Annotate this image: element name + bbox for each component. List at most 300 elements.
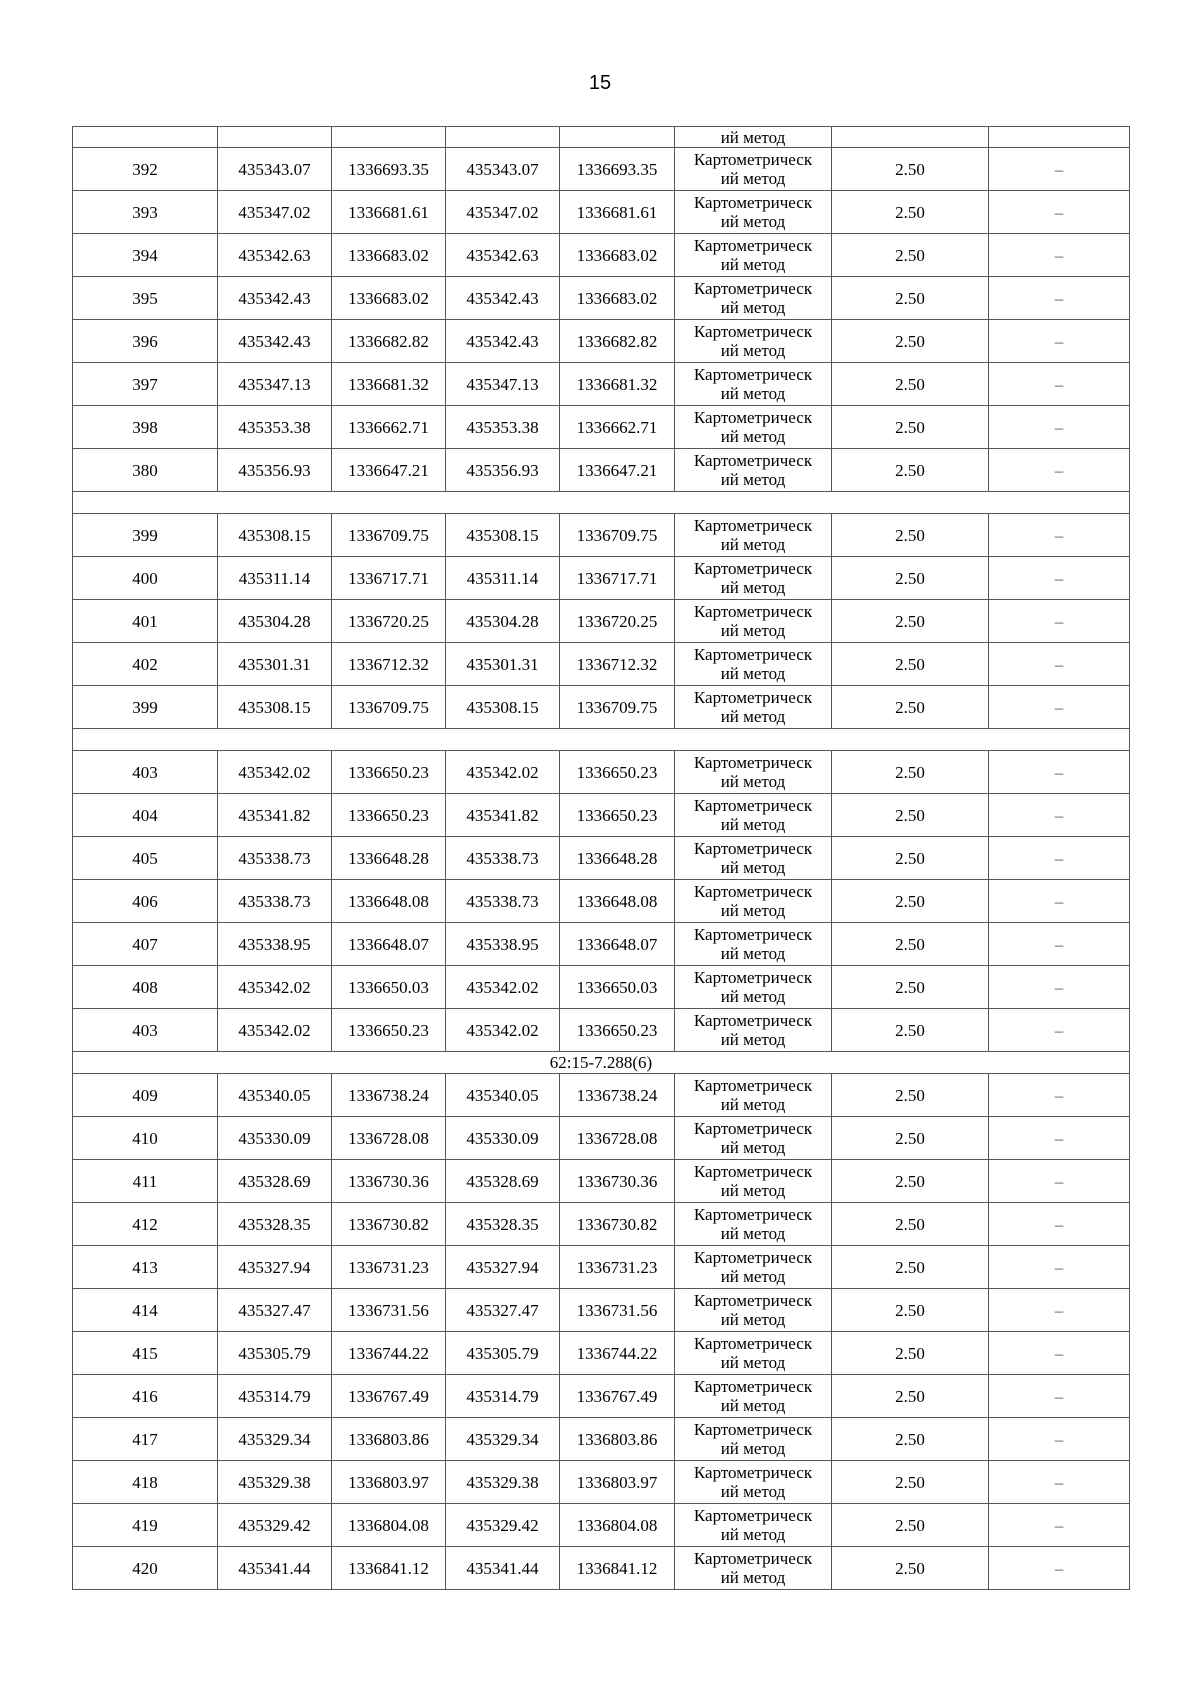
point-number-cell: 406 [73, 880, 218, 923]
method-line-1: Картометрическ [693, 408, 813, 427]
accuracy-cell: 2.50 [832, 1461, 989, 1504]
description-cell: – [989, 234, 1130, 277]
x-coordinate-2-cell: 435347.02 [446, 191, 560, 234]
table-row [73, 277, 1130, 320]
method-line-2: ий метод [720, 944, 786, 963]
method-cell [675, 406, 832, 449]
x-coordinate-cell: 435341.44 [218, 1547, 332, 1590]
point-number-cell: 417 [73, 1418, 218, 1461]
method-line-1: Картометрическ [693, 1377, 813, 1396]
point-number-cell: 403 [73, 1009, 218, 1052]
y-coordinate-2-cell: 1336709.75 [560, 686, 675, 729]
y-coordinate-cell: 1336712.32 [332, 643, 446, 686]
y-coordinate-cell: 1336650.03 [332, 966, 446, 1009]
y-coordinate-2-cell: 1336730.82 [560, 1203, 675, 1246]
description-cell: – [989, 1418, 1130, 1461]
method-line-1: Картометрическ [693, 968, 813, 987]
method-line-1: Картометрическ [693, 236, 813, 255]
x-coordinate-cell: 435338.73 [218, 837, 332, 880]
method-line-1: Картометрическ [693, 1291, 813, 1310]
point-number-cell: 411 [73, 1160, 218, 1203]
description-cell: – [989, 1009, 1130, 1052]
accuracy-cell: 2.50 [832, 449, 989, 492]
x-coordinate-2-cell: 435308.15 [446, 686, 560, 729]
y-coordinate-2-cell: 1336731.23 [560, 1246, 675, 1289]
description-cell: – [989, 643, 1130, 686]
separator-cell [73, 729, 1130, 751]
description-cell: – [989, 514, 1130, 557]
table-row [73, 1117, 1130, 1160]
description-cell: – [989, 794, 1130, 837]
method-cell [675, 1074, 832, 1117]
x-coordinate-2-cell: 435304.28 [446, 600, 560, 643]
description-cell: – [989, 600, 1130, 643]
y-coordinate-2-cell: 1336720.25 [560, 600, 675, 643]
x-coordinate-2-cell: 435311.14 [446, 557, 560, 600]
method-line-2: ий метод [720, 1310, 786, 1329]
x-coordinate-2-cell: 435338.73 [446, 880, 560, 923]
accuracy-cell: 2.50 [832, 966, 989, 1009]
method-line-1: Картометрическ [693, 882, 813, 901]
table-body [73, 127, 1130, 1590]
accuracy-cell: 2.50 [832, 643, 989, 686]
accuracy-cell: 2.50 [832, 794, 989, 837]
continued-row [73, 127, 1130, 148]
method-cell [675, 320, 832, 363]
table-row [73, 686, 1130, 729]
x-coordinate-cell: 435301.31 [218, 643, 332, 686]
x-coordinate-2-cell: 435343.07 [446, 148, 560, 191]
x-coordinate-cell: 435314.79 [218, 1375, 332, 1418]
method-cell [675, 557, 832, 600]
description-cell: – [989, 557, 1130, 600]
method-line-2: ий метод [720, 621, 786, 640]
table-row [73, 1547, 1130, 1590]
method-cell [675, 363, 832, 406]
y-coordinate-cell: 1336650.23 [332, 794, 446, 837]
x-coordinate-cell: 435308.15 [218, 686, 332, 729]
y-coordinate-2-cell: 1336683.02 [560, 234, 675, 277]
method-cell [675, 686, 832, 729]
y-coordinate-cell: 1336709.75 [332, 686, 446, 729]
y-coordinate-2-cell: 1336709.75 [560, 514, 675, 557]
x-coordinate-2-cell: 435329.38 [446, 1461, 560, 1504]
x-coordinate-cell: 435338.95 [218, 923, 332, 966]
accuracy-cell: 2.50 [832, 1375, 989, 1418]
accuracy-cell: 2.50 [832, 406, 989, 449]
y-coordinate-2-cell: 1336683.02 [560, 277, 675, 320]
accuracy-cell: 2.50 [832, 1203, 989, 1246]
accuracy-cell: 2.50 [832, 1009, 989, 1052]
table-row [73, 1332, 1130, 1375]
y-coordinate-2-cell: 1336730.36 [560, 1160, 675, 1203]
point-number-cell: 395 [73, 277, 218, 320]
x-coordinate-cell: 435347.02 [218, 191, 332, 234]
description-cell: – [989, 1117, 1130, 1160]
method-line-1: Картометрическ [693, 1420, 813, 1439]
method-line-2: ий метод [720, 298, 786, 317]
method-cell [675, 148, 832, 191]
accuracy-cell: 2.50 [832, 148, 989, 191]
method-line-1: Картометрическ [693, 1463, 813, 1482]
method-line-2: ий метод [720, 1482, 786, 1501]
y-coordinate-2-cell: 1336803.86 [560, 1418, 675, 1461]
table-row [73, 880, 1130, 923]
table-row [73, 794, 1130, 837]
method-line-2: ий метод [720, 1095, 786, 1114]
method-line-2: ий метод [720, 535, 786, 554]
table-row [73, 1418, 1130, 1461]
table-row [73, 1375, 1130, 1418]
coordinates-table [72, 126, 1130, 1590]
x-coordinate-cell: 435308.15 [218, 514, 332, 557]
y-coordinate-cell: 1336720.25 [332, 600, 446, 643]
x-coordinate-2-cell: 435329.34 [446, 1418, 560, 1461]
method-cell [675, 1461, 832, 1504]
x-coordinate-cell: 435343.07 [218, 148, 332, 191]
method-line-1: Картометрическ [693, 602, 813, 621]
accuracy-cell: 2.50 [832, 751, 989, 794]
accuracy-cell: 2.50 [832, 277, 989, 320]
point-number-cell: 404 [73, 794, 218, 837]
point-number-cell: 399 [73, 514, 218, 557]
x-coordinate-2-cell: 435342.43 [446, 320, 560, 363]
y-coordinate-2-cell: 1336804.08 [560, 1504, 675, 1547]
method-cell [675, 880, 832, 923]
table-row [73, 363, 1130, 406]
accuracy-cell: 2.50 [832, 320, 989, 363]
point-number-cell: 392 [73, 148, 218, 191]
description-cell: – [989, 1074, 1130, 1117]
method-line-2: ий метод [720, 169, 786, 188]
y-coordinate-2-cell: 1336650.03 [560, 966, 675, 1009]
description-cell: – [989, 1504, 1130, 1547]
accuracy-cell: 2.50 [832, 600, 989, 643]
method-line-2: ий метод [720, 1568, 786, 1587]
method-cell [675, 794, 832, 837]
method-cell [675, 966, 832, 1009]
accuracy-cell: 2.50 [832, 837, 989, 880]
table-row [73, 1160, 1130, 1203]
x-coordinate-2-cell: 435308.15 [446, 514, 560, 557]
method-line-1: Картометрическ [693, 925, 813, 944]
point-number-cell: 420 [73, 1547, 218, 1590]
y-coordinate-2-cell: 1336841.12 [560, 1547, 675, 1590]
description-cell: – [989, 148, 1130, 191]
y-coordinate-cell: 1336682.82 [332, 320, 446, 363]
point-number-cell: 394 [73, 234, 218, 277]
method-cell [675, 1289, 832, 1332]
accuracy-cell: 2.50 [832, 1117, 989, 1160]
method-line-1: Картометрическ [693, 193, 813, 212]
accuracy-cell: 2.50 [832, 1074, 989, 1117]
method-cell [675, 277, 832, 320]
x-coordinate-2-cell: 435328.35 [446, 1203, 560, 1246]
y-coordinate-cell: 1336709.75 [332, 514, 446, 557]
accuracy-cell: 2.50 [832, 1332, 989, 1375]
x-coordinate-2-cell: 435327.94 [446, 1246, 560, 1289]
method-line-1: Картометрическ [693, 451, 813, 470]
point-number-cell: 413 [73, 1246, 218, 1289]
description-cell: – [989, 363, 1130, 406]
description-cell: – [989, 320, 1130, 363]
method-cell [675, 1009, 832, 1052]
table-row [73, 234, 1130, 277]
x-coordinate-cell: 435342.43 [218, 277, 332, 320]
x-coordinate-2-cell: 435342.02 [446, 1009, 560, 1052]
y-coordinate-2-cell: 1336738.24 [560, 1074, 675, 1117]
accuracy-cell: 2.50 [832, 686, 989, 729]
method-cell [675, 1203, 832, 1246]
y-coordinate-2-cell: 1336803.97 [560, 1461, 675, 1504]
description-cell: – [989, 277, 1130, 320]
y-coordinate-2-cell: 1336767.49 [560, 1375, 675, 1418]
method-line-2: ий метод [720, 1396, 786, 1415]
table-row [73, 1504, 1130, 1547]
x-coordinate-2-cell: 435356.93 [446, 449, 560, 492]
description-cell: – [989, 1375, 1130, 1418]
accuracy-cell: 2.50 [832, 1289, 989, 1332]
point-number-cell: 414 [73, 1289, 218, 1332]
x-coordinate-cell: 435342.43 [218, 320, 332, 363]
x-coordinate-cell: 435327.94 [218, 1246, 332, 1289]
y-coordinate-2-cell: 1336681.61 [560, 191, 675, 234]
y-coordinate-cell: 1336730.82 [332, 1203, 446, 1246]
y-coordinate-cell: 1336803.97 [332, 1461, 446, 1504]
method-line-1: Картометрическ [693, 645, 813, 664]
method-line-1: Картометрическ [693, 1205, 813, 1224]
description-cell: – [989, 880, 1130, 923]
method-line-2: ий метод [720, 1439, 786, 1458]
y-coordinate-2-cell: 1336648.07 [560, 923, 675, 966]
method-line-1: Картометрическ [693, 365, 813, 384]
description-cell: – [989, 1332, 1130, 1375]
x-coordinate-2-cell: 435342.02 [446, 751, 560, 794]
table-row [73, 320, 1130, 363]
separator-row [73, 729, 1130, 751]
x-coordinate-cell: 435328.69 [218, 1160, 332, 1203]
y-coordinate-cell: 1336650.23 [332, 1009, 446, 1052]
x-coordinate-2-cell: 435338.73 [446, 837, 560, 880]
method-cell [675, 449, 832, 492]
x-coordinate-cell: 435329.34 [218, 1418, 332, 1461]
method-line-2: ий метод [720, 664, 786, 683]
method-cell [675, 1547, 832, 1590]
y-coordinate-2-cell: 1336731.56 [560, 1289, 675, 1332]
y-coordinate-2-cell: 1336648.08 [560, 880, 675, 923]
x-coordinate-cell: 435329.42 [218, 1504, 332, 1547]
page-number: 15 [588, 72, 612, 94]
table-row [73, 1009, 1130, 1052]
point-number-cell: 410 [73, 1117, 218, 1160]
x-coordinate-2-cell: 435342.43 [446, 277, 560, 320]
method-line-2: ий метод [720, 1030, 786, 1049]
description-cell: – [989, 191, 1130, 234]
y-coordinate-cell: 1336681.32 [332, 363, 446, 406]
method-line-2: ий метод [720, 470, 786, 489]
accuracy-cell: 2.50 [832, 191, 989, 234]
method-cell [675, 1246, 832, 1289]
y-coordinate-cell: 1336650.23 [332, 751, 446, 794]
y-coordinate-2-cell: 1336681.32 [560, 363, 675, 406]
method-line-1: Картометрическ [693, 279, 813, 298]
y-coordinate-cell: 1336717.71 [332, 557, 446, 600]
y-coordinate-cell: 1336648.08 [332, 880, 446, 923]
method-line-2: ий метод [720, 815, 786, 834]
x-coordinate-2-cell: 435330.09 [446, 1117, 560, 1160]
separator-row [73, 492, 1130, 514]
y-coordinate-cell: 1336804.08 [332, 1504, 446, 1547]
description-cell: – [989, 449, 1130, 492]
accuracy-cell: 2.50 [832, 557, 989, 600]
x-coordinate-cell: 435341.82 [218, 794, 332, 837]
method-cell [675, 923, 832, 966]
method-line-1: Картометрическ [693, 1248, 813, 1267]
method-line-2: ий метод [720, 858, 786, 877]
y-coordinate-cell: 1336693.35 [332, 148, 446, 191]
method-line-1: Картометрическ [693, 688, 813, 707]
table-row [73, 148, 1130, 191]
y-coordinate-cell: 1336728.08 [332, 1117, 446, 1160]
description-cell: – [989, 1246, 1130, 1289]
accuracy-cell: 2.50 [832, 1246, 989, 1289]
table-row [73, 1461, 1130, 1504]
method-cell [675, 191, 832, 234]
description-cell: – [989, 1461, 1130, 1504]
method-line-2: ий метод [720, 427, 786, 446]
x-coordinate-cell: 435347.13 [218, 363, 332, 406]
method-line-2: ий метод [720, 1138, 786, 1157]
method-line-2: ий метод [720, 255, 786, 274]
method-cell [675, 1504, 832, 1547]
x-coordinate-2-cell: 435329.42 [446, 1504, 560, 1547]
y-coordinate-cell: 1336803.86 [332, 1418, 446, 1461]
y-coordinate-cell: 1336648.07 [332, 923, 446, 966]
method-line-1: Картометрическ [693, 322, 813, 341]
method-line-1: Картометрическ [693, 1076, 813, 1095]
separator-cell [73, 492, 1130, 514]
point-number-cell: 402 [73, 643, 218, 686]
method-cell [675, 600, 832, 643]
x-coordinate-2-cell: 435342.63 [446, 234, 560, 277]
point-number-cell: 407 [73, 923, 218, 966]
x-coordinate-2-cell: 435338.95 [446, 923, 560, 966]
method-line-1: Картометрическ [693, 839, 813, 858]
method-line-2: ий метод [720, 901, 786, 920]
accuracy-cell: 2.50 [832, 1418, 989, 1461]
description-cell: – [989, 837, 1130, 880]
x-coordinate-cell: 435342.02 [218, 1009, 332, 1052]
table-row [73, 514, 1130, 557]
method-line-2: ий метод [720, 1525, 786, 1544]
description-cell: – [989, 406, 1130, 449]
method-line-1: Картометрическ [693, 1011, 813, 1030]
point-number-cell: 399 [73, 686, 218, 729]
description-cell: – [989, 923, 1130, 966]
y-coordinate-cell: 1336648.28 [332, 837, 446, 880]
table-row [73, 923, 1130, 966]
x-coordinate-2-cell: 435340.05 [446, 1074, 560, 1117]
x-coordinate-2-cell: 435347.13 [446, 363, 560, 406]
table-row [73, 191, 1130, 234]
x-coordinate-cell: 435328.35 [218, 1203, 332, 1246]
y-coordinate-cell: 1336731.23 [332, 1246, 446, 1289]
method-cell [675, 1375, 832, 1418]
y-coordinate-2-cell: 1336648.28 [560, 837, 675, 880]
x-coordinate-2-cell: 435341.44 [446, 1547, 560, 1590]
x-coordinate-2-cell: 435327.47 [446, 1289, 560, 1332]
method-cell [675, 1418, 832, 1461]
accuracy-cell: 2.50 [832, 1504, 989, 1547]
method-cell [675, 1160, 832, 1203]
point-number-cell: 400 [73, 557, 218, 600]
point-number-cell: 409 [73, 1074, 218, 1117]
point-number-cell: 393 [73, 191, 218, 234]
method-line-2: ий метод [720, 1353, 786, 1372]
x-coordinate-cell: 435342.63 [218, 234, 332, 277]
section-label: 62:15-7.288(6) [73, 1052, 1130, 1074]
x-coordinate-cell: 435330.09 [218, 1117, 332, 1160]
method-line-1: Картометрическ [693, 753, 813, 772]
method-cell [675, 514, 832, 557]
y-coordinate-2-cell: 1336744.22 [560, 1332, 675, 1375]
x-coordinate-2-cell: 435328.69 [446, 1160, 560, 1203]
x-coordinate-cell: 435311.14 [218, 557, 332, 600]
method-line-1: Картометрическ [693, 1119, 813, 1138]
point-number-cell: 408 [73, 966, 218, 1009]
method-line-1: Картометрическ [693, 1162, 813, 1181]
point-number-cell: 401 [73, 600, 218, 643]
method-cell [675, 837, 832, 880]
table-row [73, 1246, 1130, 1289]
method-cell [675, 234, 832, 277]
y-coordinate-cell: 1336731.56 [332, 1289, 446, 1332]
description-cell: – [989, 1160, 1130, 1203]
method-cell [675, 643, 832, 686]
x-coordinate-2-cell: 435314.79 [446, 1375, 560, 1418]
point-number-cell: 396 [73, 320, 218, 363]
x-coordinate-cell: 435342.02 [218, 751, 332, 794]
x-coordinate-cell: 435356.93 [218, 449, 332, 492]
x-coordinate-2-cell: 435342.02 [446, 966, 560, 1009]
y-coordinate-2-cell: 1336647.21 [560, 449, 675, 492]
method-line-2: ий метод [720, 707, 786, 726]
description-cell: – [989, 1203, 1130, 1246]
table-row [73, 557, 1130, 600]
x-coordinate-2-cell: 435353.38 [446, 406, 560, 449]
table-row [73, 1203, 1130, 1246]
description-cell: – [989, 966, 1130, 1009]
x-coordinate-2-cell: 435341.82 [446, 794, 560, 837]
y-coordinate-2-cell: 1336650.23 [560, 1009, 675, 1052]
accuracy-cell: 2.50 [832, 363, 989, 406]
y-coordinate-2-cell: 1336717.71 [560, 557, 675, 600]
y-coordinate-cell: 1336647.21 [332, 449, 446, 492]
point-number-cell: 412 [73, 1203, 218, 1246]
y-coordinate-cell: 1336730.36 [332, 1160, 446, 1203]
accuracy-cell: 2.50 [832, 234, 989, 277]
method-line-1: Картометрическ [693, 1549, 813, 1568]
point-number-cell: 397 [73, 363, 218, 406]
y-coordinate-2-cell: 1336650.23 [560, 751, 675, 794]
x-coordinate-2-cell: 435305.79 [446, 1332, 560, 1375]
method-cell [675, 1117, 832, 1160]
x-coordinate-cell: 435353.38 [218, 406, 332, 449]
x-coordinate-cell: 435340.05 [218, 1074, 332, 1117]
method-cell [675, 1332, 832, 1375]
method-line-2: ий метод [720, 578, 786, 597]
x-coordinate-cell: 435304.28 [218, 600, 332, 643]
